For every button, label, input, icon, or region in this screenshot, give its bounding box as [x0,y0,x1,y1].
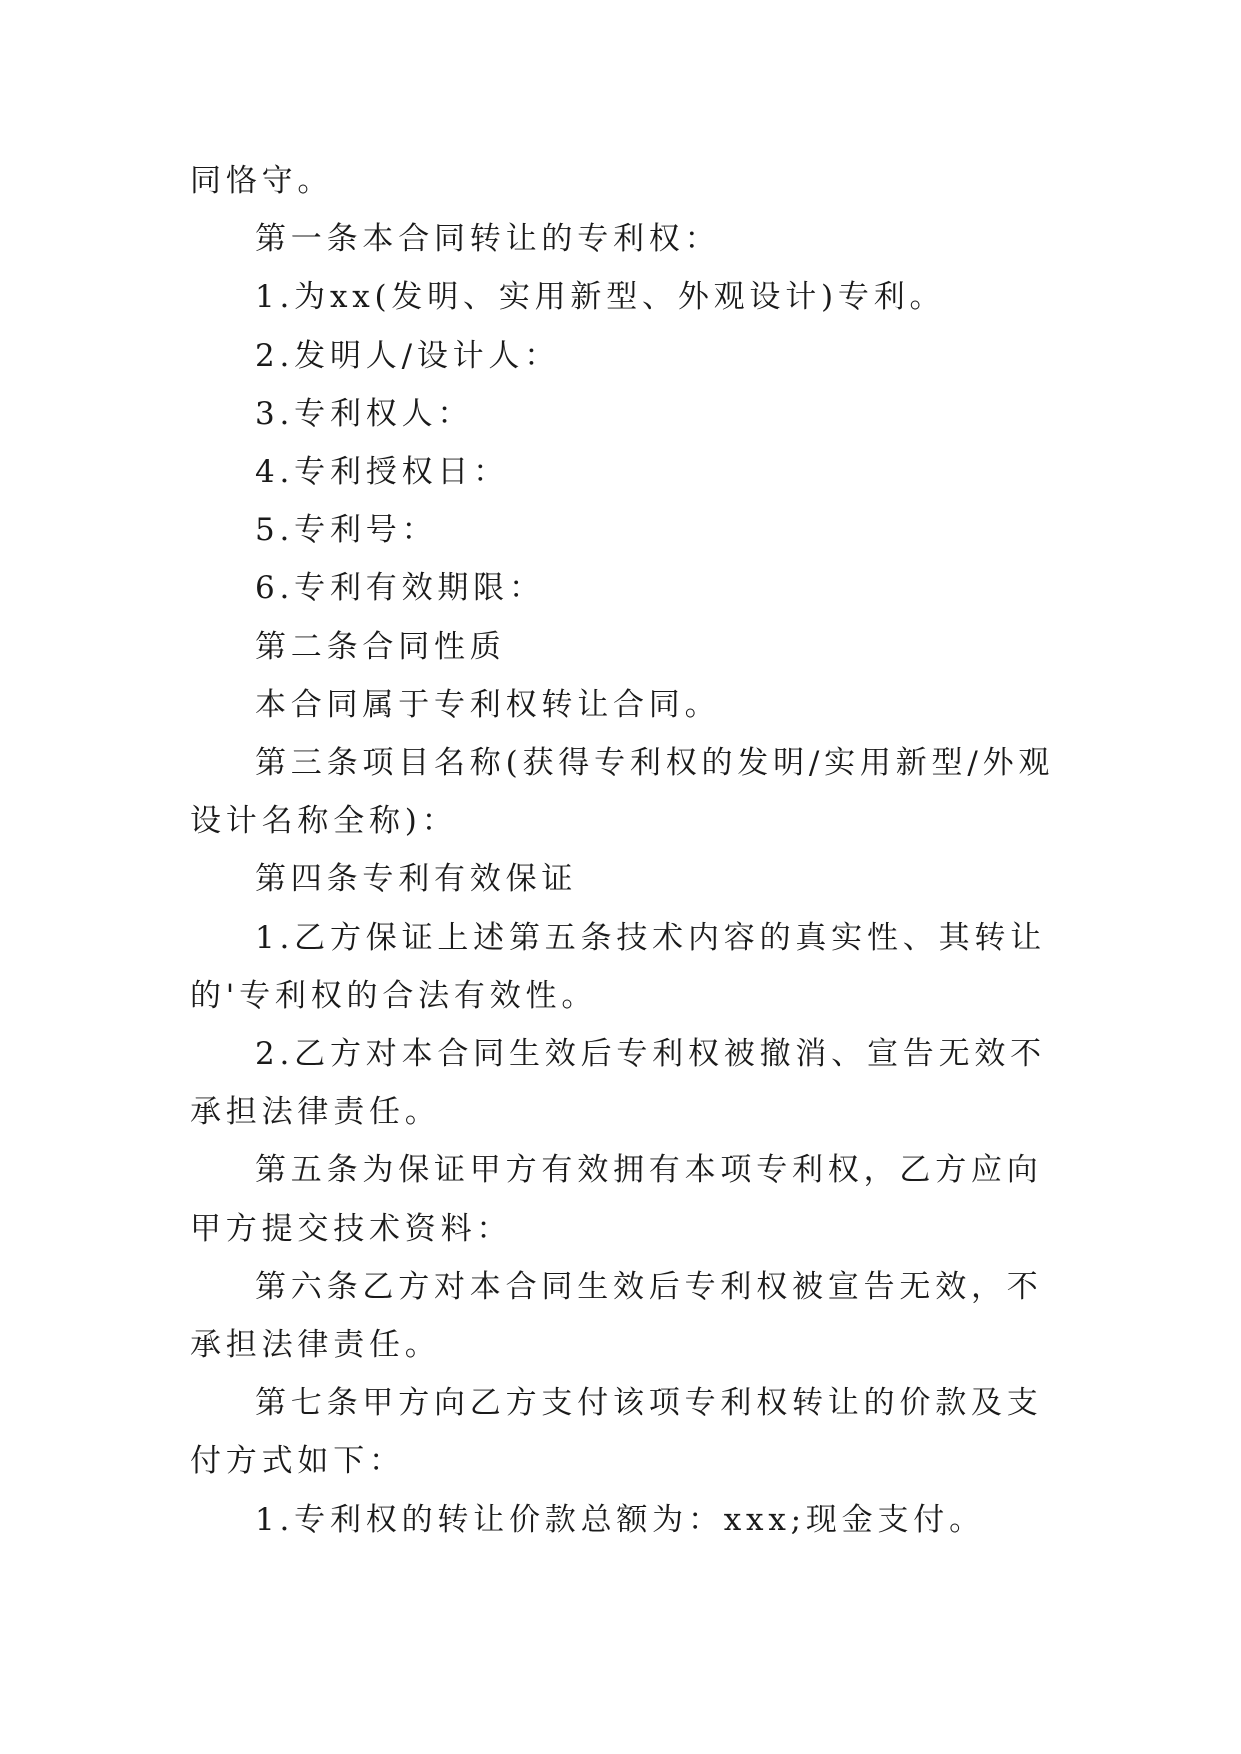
paragraph-15: 第五条为保证甲方有效拥有本项专利权，乙方应向甲方提交技术资料： [190,1152,1043,1247]
paragraph-13: 1.乙方保证上述第五条技术内容的真实性、其转让的'专利权的合法有效性。 [190,919,1046,1014]
paragraph-12: 第四条专利有效保证 [255,861,578,898]
paragraph-8: 6.专利有效期限： [255,570,545,607]
paragraph-5: 3.专利权人： [255,395,474,432]
paragraph-6: 4.专利授权日： [255,454,509,491]
paragraph-18: 1.专利权的转让价款总额为：xxx;现金支付。 [255,1501,985,1538]
paragraph-16: 第六条乙方对本合同生效后专利权被宣告无效，不承担法律责任。 [190,1268,1043,1364]
paragraph-2: 第一条本合同转让的专利权： [255,221,721,258]
paragraph-1: 同恪守。 [190,163,334,199]
paragraph-3: 1.为xx(发明、实用新型、外观设计)专利。 [255,279,946,316]
paragraph-10: 本合同属于专利权转让合同。 [255,686,721,723]
paragraph-11: 第三条项目名称(获得专利权的发明/实用新型/外观设计名称全称)： [190,745,1055,840]
paragraph-14: 2.乙方对本合同生效后专利权被撤消、宣告无效不承担法律责任。 [190,1036,1046,1131]
paragraph-4: 2.发明人/设计人： [255,337,561,374]
paragraph-9: 第二条合同性质 [255,628,506,665]
document-body [190,152,1056,1549]
paragraph-17: 第七条甲方向乙方支付该项专利权转让的价款及支付方式如下： [190,1385,1043,1480]
paragraph-7: 5.专利号： [255,512,438,549]
